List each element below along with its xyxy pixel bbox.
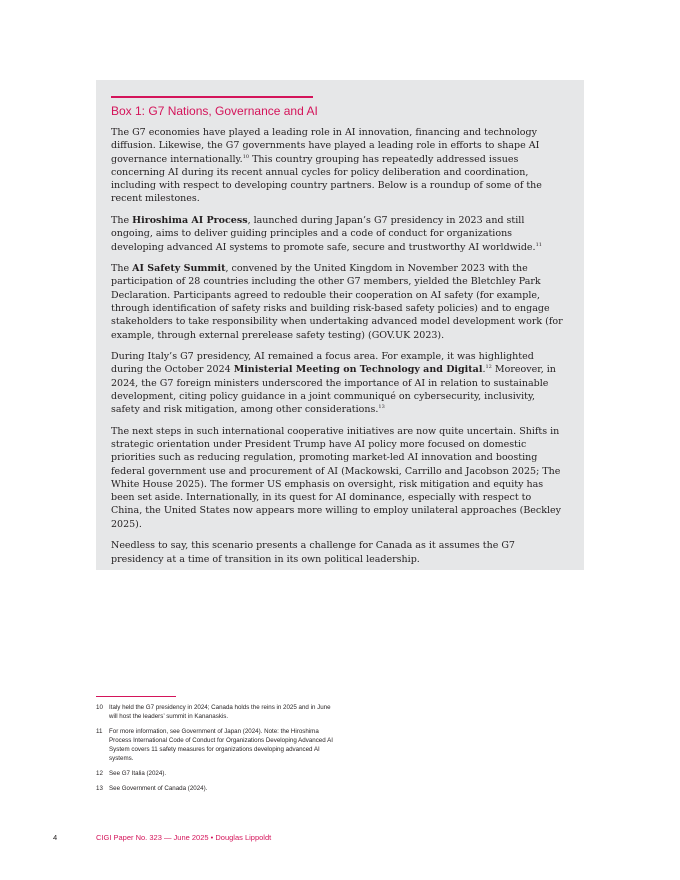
footnote-rule bbox=[96, 696, 176, 697]
p3-pre: The bbox=[111, 263, 133, 275]
footnote-number: 13 bbox=[96, 785, 103, 792]
footnote-ref-10[interactable]: 10 bbox=[242, 153, 250, 160]
footnote-ref-11[interactable]: 11 bbox=[535, 241, 542, 248]
footnote-text: See G7 Italia (2024). bbox=[109, 770, 167, 777]
p4-bold-term: Ministerial Meeting on Technology and Digital bbox=[233, 364, 483, 376]
footnote-12 bbox=[96, 769, 336, 778]
footnotes bbox=[96, 703, 336, 799]
box-paragraph-3 bbox=[111, 262, 563, 342]
footnote-ref-12[interactable]: 12 bbox=[485, 364, 492, 371]
box-title: Box 1: G7 Nations, Governance and AI bbox=[111, 104, 318, 118]
footnote-10 bbox=[96, 703, 336, 721]
box-paragraph-4 bbox=[111, 350, 563, 416]
footnote-13 bbox=[96, 784, 336, 793]
p4-text-a: During Italy’s G7 presidency, AI remained a focus area. For example, it was highlighted during the October 2024 bbox=[111, 351, 534, 376]
footnote-number: 11 bbox=[96, 728, 103, 735]
page-number: 4 bbox=[53, 833, 58, 842]
footnote-ref-13[interactable]: 13 bbox=[378, 404, 385, 411]
p2-pre: The bbox=[111, 214, 133, 226]
p2-text: , launched during Japan’s G7 presidency in 2023 and still ongoing, aims to deliver guiding principles and a code of conduct for organizations developing advanced AI systems to promote safe, secure and trustworthy AI worldwide. bbox=[111, 214, 536, 253]
box-paragraph-6: Needless to say, this scenario presents a challenge for Canada as it assumes the G7 presidency at a time of transition in its own political leadership. bbox=[111, 540, 515, 565]
box-paragraph-2 bbox=[111, 214, 563, 254]
p1-text-b: This country grouping has repeatedly addressed issues concerning AI during its recent annual cycles for policy deliberation and coordination, including with respect to developing country partners. Below is a roundup of some of the recent milestones. bbox=[111, 153, 542, 205]
box-body bbox=[111, 126, 563, 574]
footnote-text: For more information, see Government of Japan (2024). Note: the Hiroshima Process International Code of Conduct for Organizations Developing Advanced AI System covers 11 safety measures for organizations developing advanced AI systems. bbox=[109, 728, 333, 762]
p3-text: , convened by the United Kingdom in November 2023 with the participation of 28 countries including the other G7 members, yielded the Bletchley Park Declaration. Participants agreed to redouble their cooperation on AI safety (for example, through identification of safety risks and building risk-based safety policies) and to engage stakeholders to take responsibility when undertaking advanced model development work (for example, through external prerelease safety testing) (GOV.UK 2023). bbox=[111, 263, 563, 341]
footnote-number: 10 bbox=[96, 704, 103, 711]
footnote-text: Italy held the G7 presidency in 2024; Canada holds the reins in 2025 and in June will host the leaders’ summit in Kananaskis. bbox=[109, 704, 331, 720]
box-title-rule bbox=[111, 96, 313, 98]
box-paragraph-5: The next steps in such international cooperative initiatives are now quite uncertain. Shifts in strategic orientation under President Trump have AI policy more focused on domestic priorities such as reducing regulation, promoting market-led AI innovation and boosting federal government use and procurement of AI (Mackowski, Carrillo and Jacobson 2025; The White House 2025). The former US emphasis on oversight, risk mitigation and equity has been set aside. Internationally, in its quest for AI dominance, especially with respect to China, the United States now appears more willing to employ unilateral approaches (Beckley 2025). bbox=[111, 425, 562, 530]
footnote-text: See Government of Canada (2024). bbox=[109, 785, 208, 792]
footnote-number: 12 bbox=[96, 770, 103, 777]
p4-text-b: . bbox=[482, 364, 486, 376]
p2-bold-term: Hiroshima AI Process bbox=[132, 214, 248, 226]
p4-text-c: Moreover, in 2024, the G7 foreign ministers underscored the importance of AI in relation to sustainable development, citing policy guidance in a joint communiqué on cybersecurity, inclusivity, safety and risk mitigation, among other considerations. bbox=[111, 364, 556, 416]
footnote-11 bbox=[96, 727, 336, 763]
p1-text-a: The G7 economies have played a leading role in AI innovation, financing and technology diffusion. Likewise, the G7 governments have played a leading role in efforts to shape AI governance internationally. bbox=[111, 127, 540, 165]
running-footer: CIGI Paper No. 323 — June 2025 • Douglas Lippoldt bbox=[96, 833, 272, 842]
box-paragraph-1 bbox=[111, 126, 563, 206]
p3-bold-term: AI Safety Summit bbox=[132, 263, 226, 275]
